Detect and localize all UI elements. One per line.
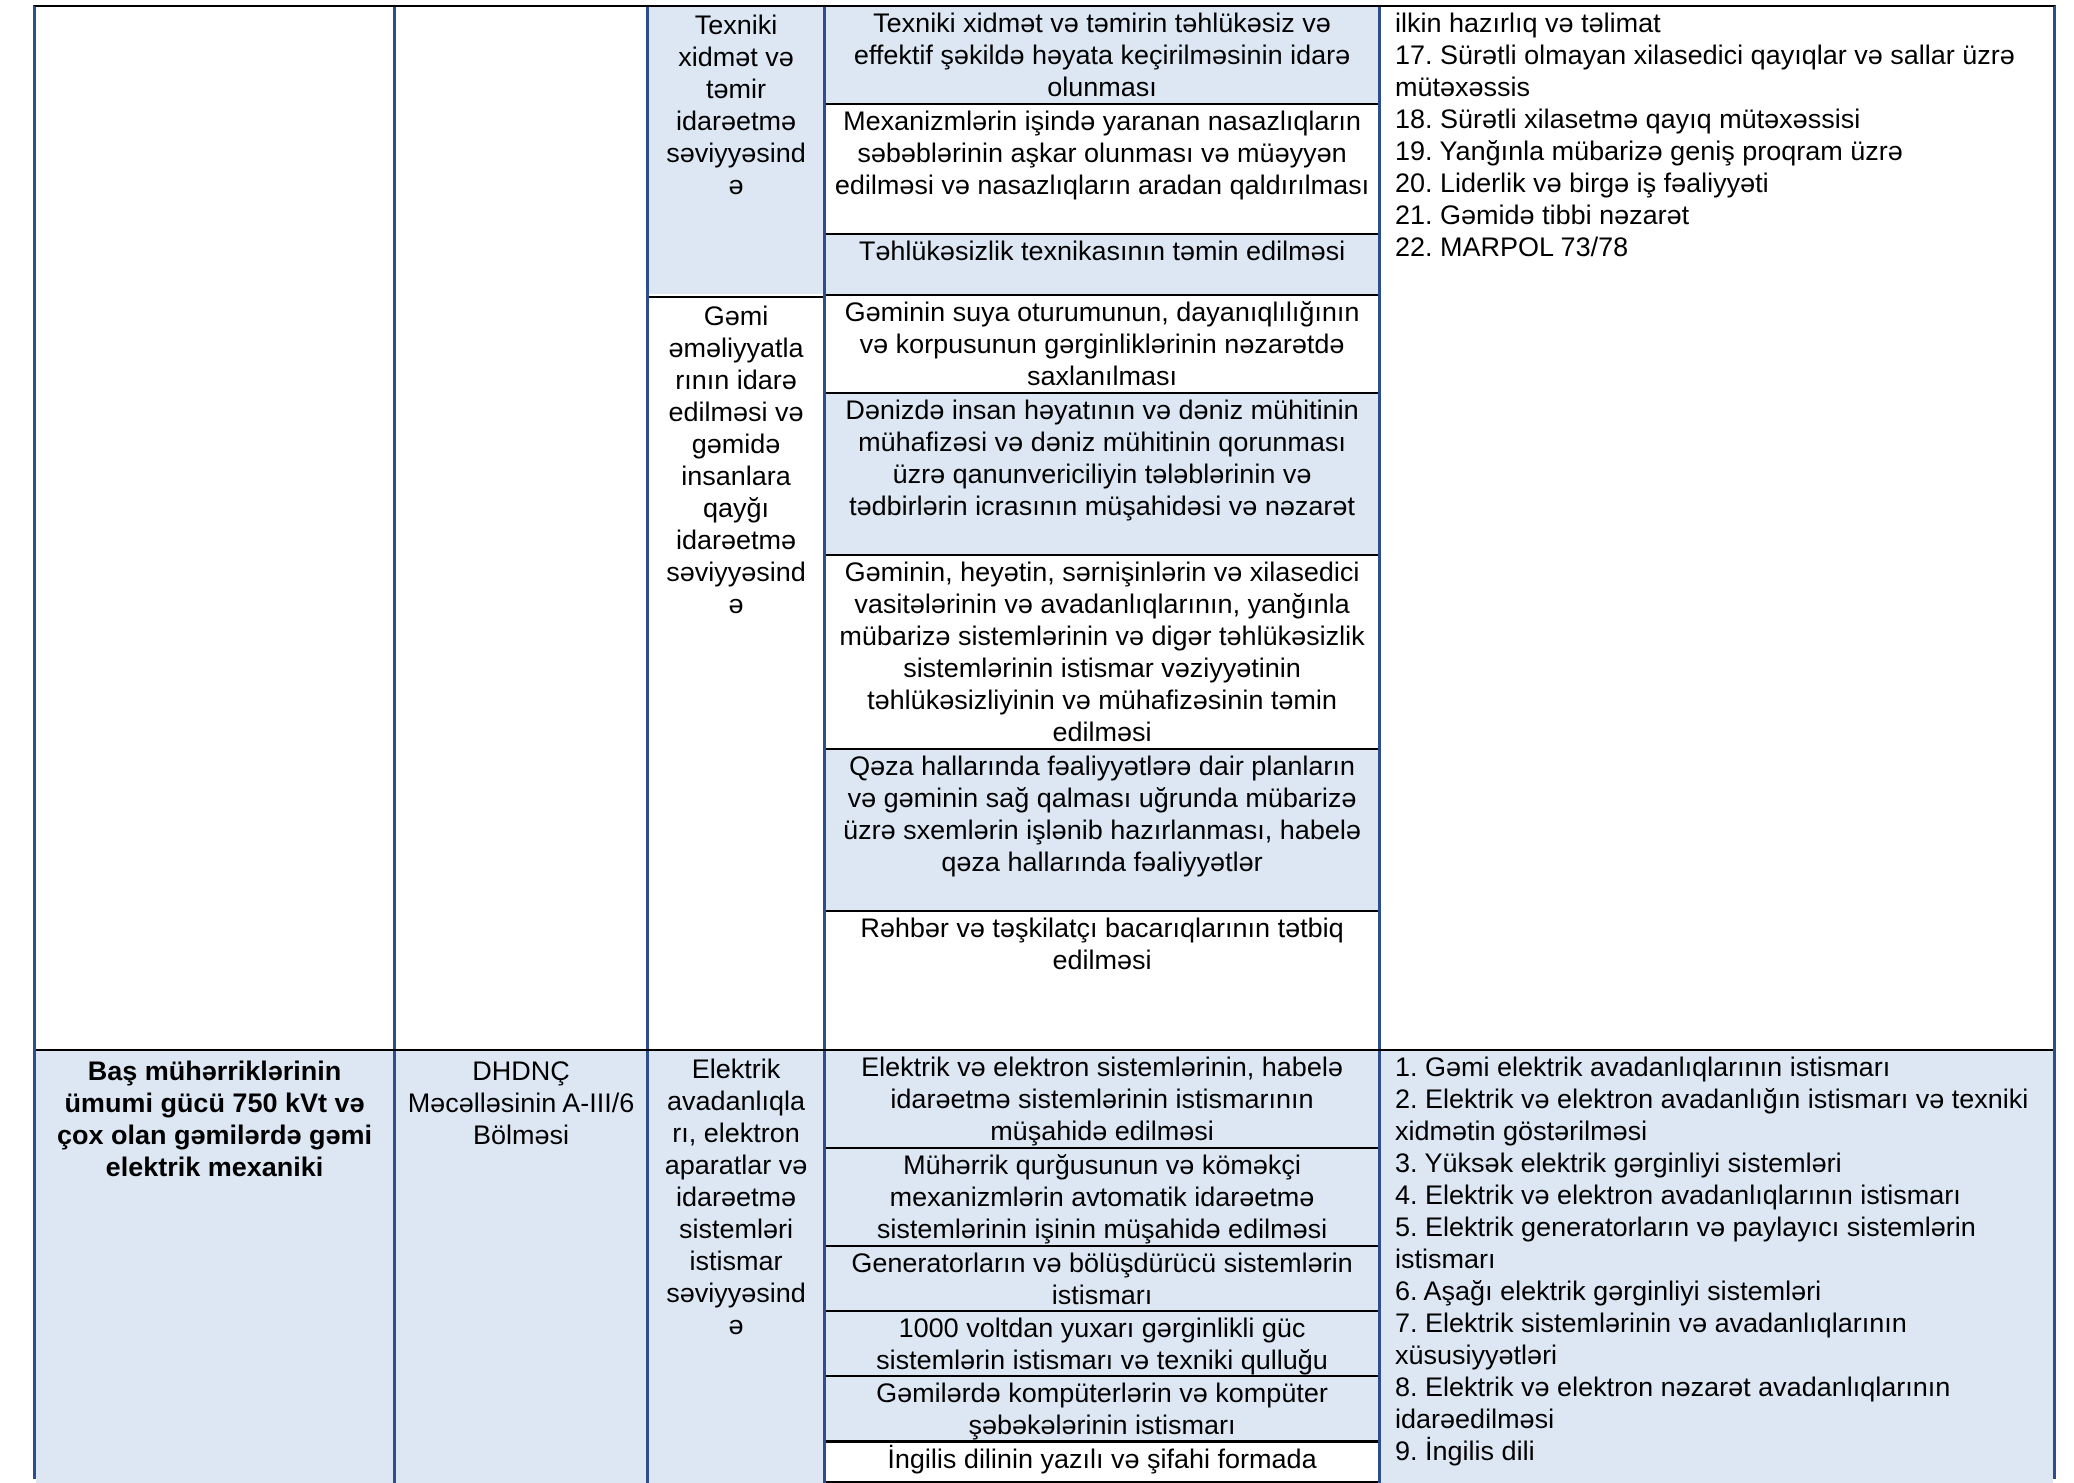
- competence-item: Təhlükəsizlik texnikasının təmin edilməsi: [826, 235, 1378, 296]
- list-item: 5. Elektrik generatorların və paylayıcı sistemlərin istismarı: [1395, 1212, 1976, 1274]
- standard-cell: [396, 1051, 649, 1483]
- list-item: 3. Yüksək elektrik gərginliyi sistemləri: [1395, 1148, 1842, 1178]
- competence-item: Gəminin, heyətin, sərnişinlərin və xilasedici vasitələrinin və avadanlıqlarının, yanğınla mübarizə sistemlərinin və digər təhlükəsizlik sistemlərinin istismar vəziyyətinin təhlükəsizliyinin və mühafizəsinin təmin edilməsi: [826, 556, 1378, 750]
- list-item: 4. Elektrik və elektron avadanlıqlarının istismarı: [1395, 1180, 1961, 1210]
- table-row: [36, 1049, 2053, 1483]
- list-item: 8. Elektrik və elektron nəzarət avadanlıqlarının idarəedilməsi: [1395, 1372, 1951, 1434]
- competence-item: Dənizdə insan həyatının və dəniz mühitinin mühafizəsi və dəniz mühitinin qorunması üzrə qanunvericiliyin tələblərinin və tədbirlərin icrasının müşahidəsi və nəzarət: [826, 394, 1378, 556]
- competence-level-maintenance: Texniki xidmət və təmir idarəetmə səviyyəsind ə: [649, 7, 823, 294]
- competence-level-cell: [649, 7, 826, 1049]
- training-courses-cell: [1381, 1051, 2053, 1483]
- list-item: 6. Aşağı elektrik gərginliyi sistemləri: [1395, 1276, 1822, 1306]
- table-row: [36, 7, 2053, 1049]
- position-cell: [36, 1051, 396, 1483]
- competence-item: Mexanizmlərin işində yaranan nasazlıqların səbəblərinin aşkar olunması və müəyyən edilməsi və nasazlıqların aradan qaldırılması: [826, 105, 1378, 235]
- training-courses-cell: [1381, 7, 2053, 1049]
- competence-level-ship-operations: Gəmi əməliyyatla rının idarə edilməsi və gəmidə insanlara qayğı idarəetmə səviyyəsind ə: [649, 296, 823, 626]
- list-item: 21. Gəmidə tibbi nəzarət: [1395, 200, 1690, 230]
- list-item: 22. MARPOL 73/78: [1395, 232, 1629, 262]
- competence-item: Qəza hallarında fəaliyyətlərə dair planların və gəminin sağ qalması uğrunda mübarizə üzrə sxemlərin işlənib hazırlanması, habelə qəza hallarında fəaliyyətlər: [826, 750, 1378, 912]
- competence-item: Generatorların və bölüşdürücü sistemlərin istismarı: [826, 1247, 1378, 1312]
- competence-item: Gəmilərdə kompüterlərin və kompüter şəbəkələrinin istismarı: [826, 1377, 1378, 1442]
- standard-cell: [396, 7, 649, 1049]
- position-cell: [36, 7, 396, 1049]
- competence-list-cell: [826, 7, 1381, 1049]
- list-item: 17. Sürətli olmayan xilasedici qayıqlar və sallar üzrə mütəxəssis: [1395, 40, 2015, 102]
- competence-list-cell: [826, 1051, 1381, 1483]
- competence-level-cell: [649, 1051, 826, 1483]
- competence-item: 1000 voltdan yuxarı gərginlikli güc sistemlərin istismarı və texniki qulluğu: [826, 1312, 1378, 1377]
- position-title: Baş mühərriklərinin ümumi gücü 750 kVt və çox olan gəmilərdə gəmi elektrik mexaniki: [56, 1056, 373, 1182]
- list-item: 20. Liderlik və birgə iş fəaliyyəti: [1395, 168, 1769, 198]
- list-item: 2. Elektrik və elektron avadanlığın istismarı və texniki xidmətin göstərilməsi: [1395, 1084, 2029, 1146]
- competence-level-electrical: Elektrik avadanlıqla rı, elektron aparatlar və idarəetmə sistemləri istismar səviyyəsind ə: [664, 1054, 808, 1340]
- list-item: 18. Sürətli xilasetmə qayıq mütəxəssisi: [1395, 104, 1861, 134]
- competence-item: Rəhbər və təşkilatçı bacarıqlarının tətbiq edilməsi: [860, 913, 1344, 975]
- training-course-list: [1395, 1051, 2043, 1467]
- standard-reference: DHDNÇ Məcəlləsinin A-III/6 Bölməsi: [407, 1056, 635, 1150]
- training-course-list: [1395, 7, 2043, 263]
- competence-item: Gəminin suya oturumunun, dayanıqlılığının və korpusunun gərginliklərinin nəzarətdə saxlanılması: [826, 296, 1378, 394]
- competence-item: Texniki xidmət və təmirin təhlükəsiz və effektif şəkildə həyata keçirilməsinin idarə olunması: [826, 7, 1378, 105]
- list-item: 9. İngilis dili: [1395, 1436, 1535, 1466]
- competence-item: İngilis dilinin yazılı və şifahi formada: [826, 1442, 1378, 1483]
- list-item: 19. Yanğınla mübarizə geniş proqram üzrə: [1395, 136, 1903, 166]
- qualification-table: [33, 5, 2056, 1479]
- list-item: ilkin hazırlıq və təlimat: [1395, 8, 1661, 38]
- competence-item: Elektrik və elektron sistemlərinin, habelə idarəetmə sistemlərinin istismarının müşahidə edilməsi: [826, 1051, 1378, 1149]
- list-item: 7. Elektrik sistemlərinin və avadanlıqlarının xüsusiyyətləri: [1395, 1308, 1907, 1370]
- list-item: 1. Gəmi elektrik avadanlıqlarının istismarı: [1395, 1052, 1891, 1082]
- competence-item: Mühərrik qurğusunun və köməkçi mexanizmlərin avtomatik idarəetmə sistemlərinin işinin müşahidə edilməsi: [826, 1149, 1378, 1247]
